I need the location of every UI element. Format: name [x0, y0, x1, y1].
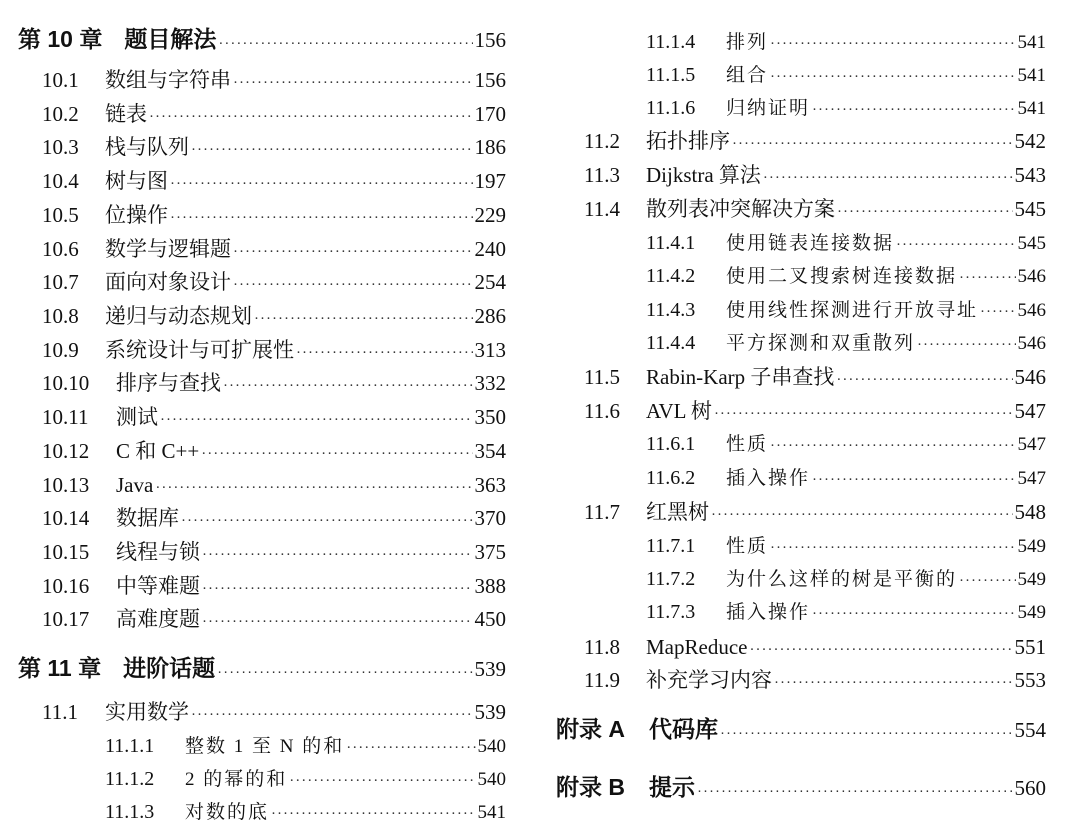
dot-leader	[181, 508, 473, 534]
entry-page: 542	[1014, 129, 1046, 153]
entry-page: 549	[1017, 602, 1046, 623]
entry-page: 541	[477, 802, 506, 823]
entry-page: 545	[1014, 197, 1046, 221]
entry-page: 547	[1014, 399, 1046, 423]
subsection-entry[interactable]	[556, 465, 1046, 493]
entry-page: 547	[1017, 468, 1046, 489]
entry-page: 541	[1017, 98, 1046, 119]
entry-page: 313	[474, 338, 506, 362]
dot-leader	[770, 64, 1015, 90]
entry-page: 197	[474, 169, 506, 193]
dot-leader	[289, 768, 475, 794]
entry-title: 数学与逻辑题	[105, 237, 231, 261]
section-entry[interactable]	[18, 236, 506, 265]
dot-leader	[233, 272, 473, 298]
entry-title: 提示	[649, 774, 695, 800]
entry-title: 高难度题	[116, 607, 200, 631]
entry-number: 第 10 章	[18, 26, 103, 52]
entry-title: 测试	[116, 405, 158, 429]
subsection-entry[interactable]	[556, 566, 1046, 594]
entry-page: 540	[477, 769, 506, 790]
entry-page: 332	[474, 371, 506, 395]
dot-leader	[160, 407, 473, 433]
entry-number: 11.1.6	[646, 97, 696, 119]
entry-page: 350	[474, 405, 506, 429]
section-entry[interactable]	[18, 573, 506, 602]
dot-leader	[191, 702, 473, 728]
entry-number: 11.7	[584, 500, 620, 524]
dot-leader	[714, 401, 1013, 427]
entry-number: 附录 A	[556, 716, 625, 742]
entry-number: 11.4.4	[646, 332, 696, 354]
entry-number: 11.7.3	[646, 601, 696, 623]
entry-number: 11.9	[584, 668, 620, 692]
section-entry[interactable]	[18, 67, 506, 96]
dot-leader	[191, 137, 473, 163]
chapter-10-entry[interactable]	[18, 26, 506, 56]
section-entry[interactable]	[556, 398, 1046, 427]
entry-number: 10.12	[42, 439, 90, 463]
entry-title: 拓扑排序	[646, 129, 730, 153]
entry-title: 中等难题	[116, 574, 200, 598]
entry-title: 数据库	[116, 506, 179, 530]
entry-number: 11.3	[584, 163, 620, 187]
dot-leader	[170, 205, 473, 231]
entry-page: 539	[474, 657, 506, 681]
entry-page: 229	[474, 203, 506, 227]
dot-leader	[812, 601, 1015, 627]
entry-title: 数组与字符串	[105, 68, 231, 92]
entry-title: 实用数学	[105, 700, 189, 724]
dot-leader	[980, 299, 1015, 325]
dot-leader	[749, 637, 1012, 663]
entry-page: 549	[1017, 536, 1046, 557]
appendix-a-entry[interactable]	[556, 716, 1046, 746]
dot-leader	[959, 265, 1015, 291]
entry-number: 10.8	[42, 304, 79, 328]
entry-number: 第 11 章	[18, 655, 102, 681]
subsection-entry[interactable]	[556, 431, 1046, 459]
entry-page: 554	[1014, 718, 1046, 742]
entry-page: 286	[474, 304, 506, 328]
section-entry[interactable]	[18, 438, 506, 467]
entry-title: 组合	[726, 65, 769, 86]
entry-title: 使用线性探测进行开放寻址	[726, 300, 979, 321]
entry-title: 性质	[726, 536, 769, 557]
entry-title: 面向对象设计	[105, 270, 231, 294]
entry-page: 254	[474, 270, 506, 294]
section-entry[interactable]	[556, 667, 1046, 696]
entry-title: 归纳证明	[726, 98, 811, 119]
entry-number: 11.1.4	[646, 31, 696, 53]
dot-leader	[812, 467, 1015, 493]
section-entry[interactable]	[18, 134, 506, 163]
entry-page: 551	[1014, 635, 1046, 659]
entry-title: 整数 1 至 N 的和	[185, 736, 345, 757]
entry-page: 547	[1017, 434, 1046, 455]
entry-number: 11.7.2	[646, 568, 696, 590]
entry-number: 10.5	[42, 203, 79, 227]
entry-title: C 和 C++	[116, 439, 200, 463]
section-entry[interactable]	[18, 202, 506, 231]
entry-number: 10.13	[42, 473, 90, 497]
entry-title: 红黑树	[646, 500, 709, 524]
section-entry[interactable]	[556, 634, 1046, 663]
entry-number: 11.1.5	[646, 64, 696, 86]
entry-number: 11.1.2	[105, 768, 155, 790]
entry-page: 553	[1014, 668, 1046, 692]
subsection-entry[interactable]	[556, 230, 1046, 258]
dot-leader	[218, 30, 472, 56]
dot-leader	[217, 659, 472, 685]
entry-number: 10.3	[42, 135, 79, 159]
entry-title: 补充学习内容	[646, 668, 772, 692]
entry-number: 11.6	[584, 399, 620, 423]
entry-number: 11.4	[584, 197, 620, 221]
entry-number: 11.1.3	[105, 801, 155, 823]
entry-title: 使用链表连接数据	[726, 233, 895, 254]
section-entry[interactable]	[18, 303, 506, 332]
dot-leader	[732, 131, 1013, 157]
section-entry[interactable]	[18, 404, 506, 433]
entry-number: 11.5	[584, 365, 620, 389]
entry-title: 链表	[105, 102, 147, 126]
dot-leader	[201, 441, 472, 467]
entry-number: 11.4.2	[646, 265, 696, 287]
section-entry[interactable]	[18, 505, 506, 534]
entry-number: 10.9	[42, 338, 79, 362]
subsection-entry[interactable]	[556, 62, 1046, 90]
entry-title: 2 的幂的和	[185, 769, 288, 790]
dot-leader	[296, 340, 473, 366]
section-entry[interactable]	[18, 539, 506, 568]
dot-leader	[223, 373, 473, 399]
section-entry[interactable]	[18, 472, 506, 501]
entry-page: 450	[474, 607, 506, 631]
dot-leader	[959, 568, 1015, 594]
section-entry[interactable]	[556, 128, 1046, 157]
entry-title: Java	[116, 473, 154, 497]
entry-page: 549	[1017, 569, 1046, 590]
entry-page: 543	[1014, 163, 1046, 187]
entry-page: 156	[474, 68, 506, 92]
entry-page: 560	[1014, 776, 1046, 800]
dot-leader	[720, 720, 1013, 746]
section-entry[interactable]	[18, 370, 506, 399]
entry-number: 11.7.1	[646, 535, 696, 557]
entry-title: 散列表冲突解决方案	[646, 197, 835, 221]
dot-leader	[202, 576, 473, 602]
dot-leader	[770, 535, 1015, 561]
subsection-entry[interactable]	[556, 599, 1046, 627]
entry-title: 排列	[726, 32, 769, 53]
dot-leader	[155, 475, 472, 501]
entry-number: 11.4.1	[646, 232, 696, 254]
section-entry[interactable]	[18, 269, 506, 298]
entry-title: 插入操作	[726, 602, 811, 623]
dot-leader	[763, 165, 1013, 191]
dot-leader	[233, 70, 473, 96]
entry-page: 540	[477, 736, 506, 757]
entry-number: 11.6.1	[646, 433, 696, 455]
entry-title: Rabin-Karp 子串查找	[646, 365, 835, 389]
chapter-11-entry[interactable]	[18, 655, 506, 685]
dot-leader	[812, 97, 1015, 123]
dot-leader	[233, 239, 473, 265]
entry-title: 位操作	[105, 203, 168, 227]
dot-leader	[697, 778, 1013, 804]
dot-leader	[271, 801, 475, 827]
entry-title: MapReduce	[646, 635, 748, 659]
section-entry[interactable]	[18, 699, 506, 728]
entry-number: 10.17	[42, 607, 90, 631]
entry-number: 附录 B	[556, 774, 625, 800]
entry-title: 代码库	[649, 716, 718, 742]
dot-leader	[170, 171, 473, 197]
entry-number: 10.2	[42, 102, 79, 126]
appendix-b-entry[interactable]	[556, 774, 1046, 804]
entry-number: 10.7	[42, 270, 79, 294]
section-entry[interactable]	[18, 337, 506, 366]
entry-number: 10.15	[42, 540, 90, 564]
entry-title: 递归与动态规划	[105, 304, 252, 328]
entry-page: 388	[474, 574, 506, 598]
entry-number: 11.4.3	[646, 299, 696, 321]
dot-leader	[149, 104, 473, 130]
dot-leader	[917, 332, 1015, 358]
entry-number: 10.14	[42, 506, 90, 530]
entry-title: 使用二叉搜索树连接数据	[726, 266, 958, 287]
entry-title: 题目解法	[124, 26, 217, 52]
subsection-entry[interactable]	[556, 533, 1046, 561]
entry-number: 11.8	[584, 635, 620, 659]
section-entry[interactable]	[18, 168, 506, 197]
section-entry[interactable]	[556, 364, 1046, 393]
dot-leader	[202, 609, 473, 635]
section-entry[interactable]	[556, 499, 1046, 528]
subsection-entry[interactable]	[556, 29, 1046, 57]
entry-page: 363	[474, 473, 506, 497]
entry-title: 性质	[726, 434, 769, 455]
dot-leader	[254, 306, 473, 332]
dot-leader	[837, 199, 1013, 225]
entry-page: 186	[474, 135, 506, 159]
entry-page: 548	[1014, 500, 1046, 524]
entry-title: 平方探测和双重散列	[726, 333, 916, 354]
subsection-entry[interactable]	[18, 766, 506, 794]
entry-number: 10.4	[42, 169, 79, 193]
entry-number: 10.10	[42, 371, 90, 395]
subsection-entry[interactable]	[18, 799, 506, 827]
dot-leader	[774, 670, 1013, 696]
entry-page: 354	[474, 439, 506, 463]
subsection-entry[interactable]	[556, 263, 1046, 291]
entry-title: 栈与队列	[105, 135, 189, 159]
subsection-entry[interactable]	[18, 733, 506, 761]
entry-number: 10.1	[42, 68, 79, 92]
entry-number: 11.6.2	[646, 467, 696, 489]
dot-leader	[836, 367, 1012, 393]
entry-number: 11.1	[42, 700, 78, 724]
entry-title: Dijkstra 算法	[646, 163, 761, 187]
dot-leader	[770, 433, 1015, 459]
subsection-entry[interactable]	[556, 330, 1046, 358]
entry-page: 546	[1017, 300, 1046, 321]
entry-page: 546	[1017, 333, 1046, 354]
entry-title: 系统设计与可扩展性	[105, 338, 294, 362]
entry-number: 10.16	[42, 574, 90, 598]
entry-number: 11.1.1	[105, 735, 155, 757]
entry-title: 树与图	[105, 169, 168, 193]
subsection-entry[interactable]	[556, 297, 1046, 325]
entry-title: 进阶话题	[123, 655, 216, 681]
entry-page: 370	[474, 506, 506, 530]
entry-title: 对数的底	[185, 802, 270, 823]
dot-leader	[896, 232, 1015, 258]
entry-page: 546	[1014, 365, 1046, 389]
entry-title: 为什么这样的树是平衡的	[726, 569, 958, 590]
subsection-entry[interactable]	[556, 95, 1046, 123]
entry-page: 375	[474, 540, 506, 564]
dot-leader	[711, 502, 1013, 528]
entry-title: AVL 树	[646, 399, 712, 423]
entry-title: 线程与锁	[116, 540, 200, 564]
entry-page: 170	[474, 102, 506, 126]
section-entry[interactable]	[556, 162, 1046, 191]
dot-leader	[346, 735, 475, 761]
dot-leader	[202, 542, 473, 568]
section-entry[interactable]	[556, 196, 1046, 225]
entry-page: 541	[1017, 65, 1046, 86]
section-entry[interactable]	[18, 606, 506, 635]
entry-title: 排序与查找	[116, 371, 221, 395]
section-entry[interactable]	[18, 101, 506, 130]
entry-page: 539	[474, 700, 506, 724]
entry-number: 10.11	[42, 405, 89, 429]
entry-page: 541	[1017, 32, 1046, 53]
dot-leader	[770, 31, 1015, 57]
entry-page: 240	[474, 237, 506, 261]
entry-page: 156	[474, 28, 506, 52]
entry-title: 插入操作	[726, 468, 811, 489]
entry-number: 11.2	[584, 129, 620, 153]
entry-number: 10.6	[42, 237, 79, 261]
entry-page: 546	[1017, 266, 1046, 287]
entry-page: 545	[1017, 233, 1046, 254]
